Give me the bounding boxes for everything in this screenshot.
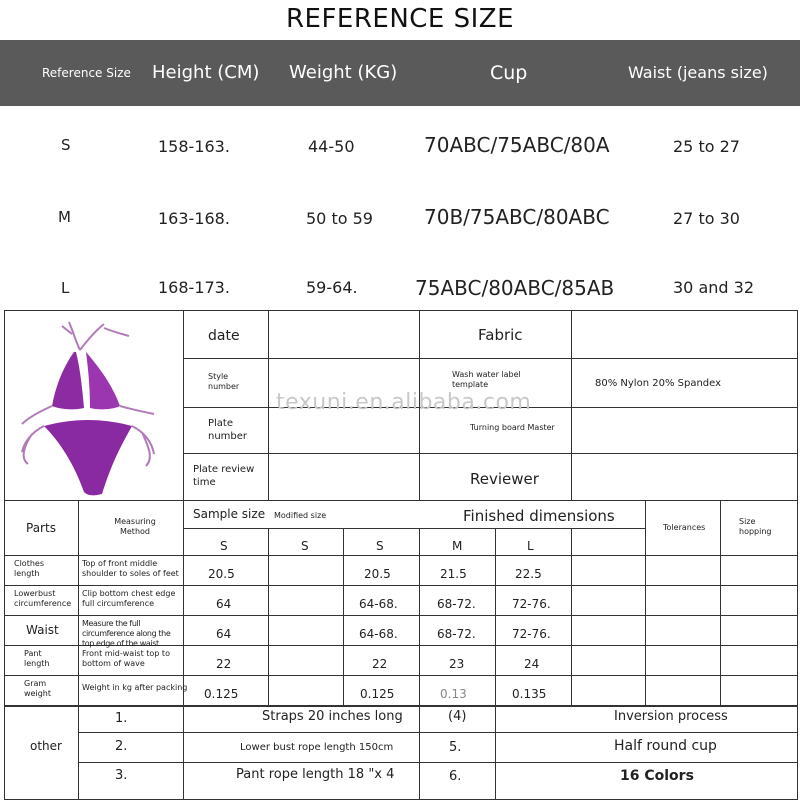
header-weight: Weight (KG) — [289, 62, 398, 83]
sample-size-label: Sample size — [193, 507, 266, 521]
l-value: 0.135 — [512, 687, 547, 701]
row-waist: 30 and 32 — [673, 278, 754, 297]
row-weight: 59-64. — [306, 278, 358, 297]
tolerances-label: Tolerances — [663, 523, 706, 532]
finished-dimensions-label: Finished dimensions — [463, 507, 615, 525]
turning-board-label: Turning board Master — [470, 423, 555, 432]
part-method: Weight in kg after packing — [82, 683, 188, 692]
bikini-image — [14, 314, 184, 504]
sample-value: 0.125 — [204, 687, 239, 701]
sub-size-modified: S — [301, 539, 309, 553]
fabric-label: Fabric — [478, 326, 523, 344]
part-method: Clip bottom chest edge full circumference — [82, 589, 176, 608]
other-text-2: Half round cup — [614, 738, 717, 754]
fabric-value: 80% Nylon 20% Spandex — [595, 378, 722, 389]
reference-table-header — [0, 40, 800, 106]
header-waist: Waist (jeans size) — [628, 63, 768, 82]
date-label: date — [208, 328, 240, 344]
measuring-method-label: Measuring Method — [114, 517, 156, 536]
plate-number-label: Plate number — [208, 418, 248, 442]
row-size: S — [61, 136, 71, 154]
m-value: 68-72. — [437, 627, 476, 641]
other-text: Lower bust rope length 150cm — [240, 742, 394, 753]
wash-label: Wash water label template — [452, 370, 521, 389]
row-waist: 27 to 30 — [673, 209, 740, 228]
reviewer-label: Reviewer — [470, 470, 539, 488]
part-name: Waist — [26, 623, 59, 637]
part-name: Clothes length — [14, 559, 44, 578]
size-hopping-label: Size hopping — [739, 517, 772, 536]
other-number-2: (4) — [448, 709, 467, 724]
row-size: M — [58, 208, 71, 226]
header-cup: Cup — [490, 62, 528, 84]
modified-size-label: Modified size — [274, 511, 327, 520]
sample-value: 22 — [216, 657, 232, 671]
m-value: 0.13 — [440, 687, 467, 701]
part-name: Gram weight — [24, 679, 51, 698]
other-number: 2. — [115, 739, 128, 754]
row-height: 158-163. — [158, 137, 230, 156]
part-name: Pant length — [24, 649, 50, 668]
row-height: 168-173. — [158, 278, 230, 297]
style-number-label: Style number — [208, 372, 240, 391]
part-method: Front mid-waist top to bottom of wave — [82, 649, 170, 668]
sub-size-s: S — [376, 539, 384, 553]
other-text: Pant rope length 18 "x 4 — [236, 767, 395, 782]
sample-value: 64 — [216, 597, 232, 611]
l-value: 22.5 — [515, 567, 542, 581]
row-weight: 50 to 59 — [306, 209, 373, 228]
other-label: other — [30, 739, 62, 753]
row-cup: 70ABC/75ABC/80A — [424, 133, 610, 157]
l-value: 72-76. — [512, 597, 551, 611]
row-weight: 44-50 — [308, 137, 355, 156]
spec-sheet — [0, 310, 800, 800]
s-value: 64-68. — [359, 627, 398, 641]
plate-review-label: Plate review time — [193, 464, 255, 488]
sub-size-m: M — [452, 539, 463, 553]
sample-value: 20.5 — [208, 567, 235, 581]
sample-value: 64 — [216, 627, 232, 641]
other-number: 3. — [115, 768, 128, 783]
s-value: 64-68. — [359, 597, 398, 611]
watermark: texuni.en.alibaba.com — [276, 390, 532, 415]
part-method: Top of front middle shoulder to soles of feet — [82, 559, 179, 578]
sub-size-sample: S — [220, 539, 228, 553]
header-reference-size: Reference Size — [42, 66, 131, 80]
row-size: L — [61, 279, 70, 297]
other-number-2: 5. — [449, 740, 462, 755]
s-value: 22 — [372, 657, 388, 671]
m-value: 21.5 — [440, 567, 467, 581]
m-value: 68-72. — [437, 597, 476, 611]
part-method: Measure the full circumference along the top edge of the waist — [82, 619, 171, 648]
other-text-2: Inversion process — [614, 709, 728, 724]
row-height: 163-168. — [158, 209, 230, 228]
row-cup: 70B/75ABC/80ABC — [424, 205, 610, 229]
s-value: 0.125 — [360, 687, 395, 701]
header-height: Height (CM) — [152, 62, 260, 83]
l-value: 24 — [524, 657, 540, 671]
s-value: 20.5 — [364, 567, 391, 581]
m-value: 23 — [449, 657, 465, 671]
part-name: Lowerbust circumference — [14, 589, 72, 608]
other-number: 1. — [115, 711, 128, 726]
row-waist: 25 to 27 — [673, 137, 740, 156]
other-number-2: 6. — [449, 769, 462, 784]
page-title: REFERENCE SIZE — [285, 4, 515, 34]
l-value: 72-76. — [512, 627, 551, 641]
row-cup: 75ABC/80ABC/85AB — [415, 276, 615, 300]
parts-label: Parts — [26, 521, 56, 535]
sub-size-l: L — [527, 539, 534, 553]
other-text: Straps 20 inches long — [262, 709, 403, 724]
other-text-2: 16 Colors — [620, 768, 694, 784]
